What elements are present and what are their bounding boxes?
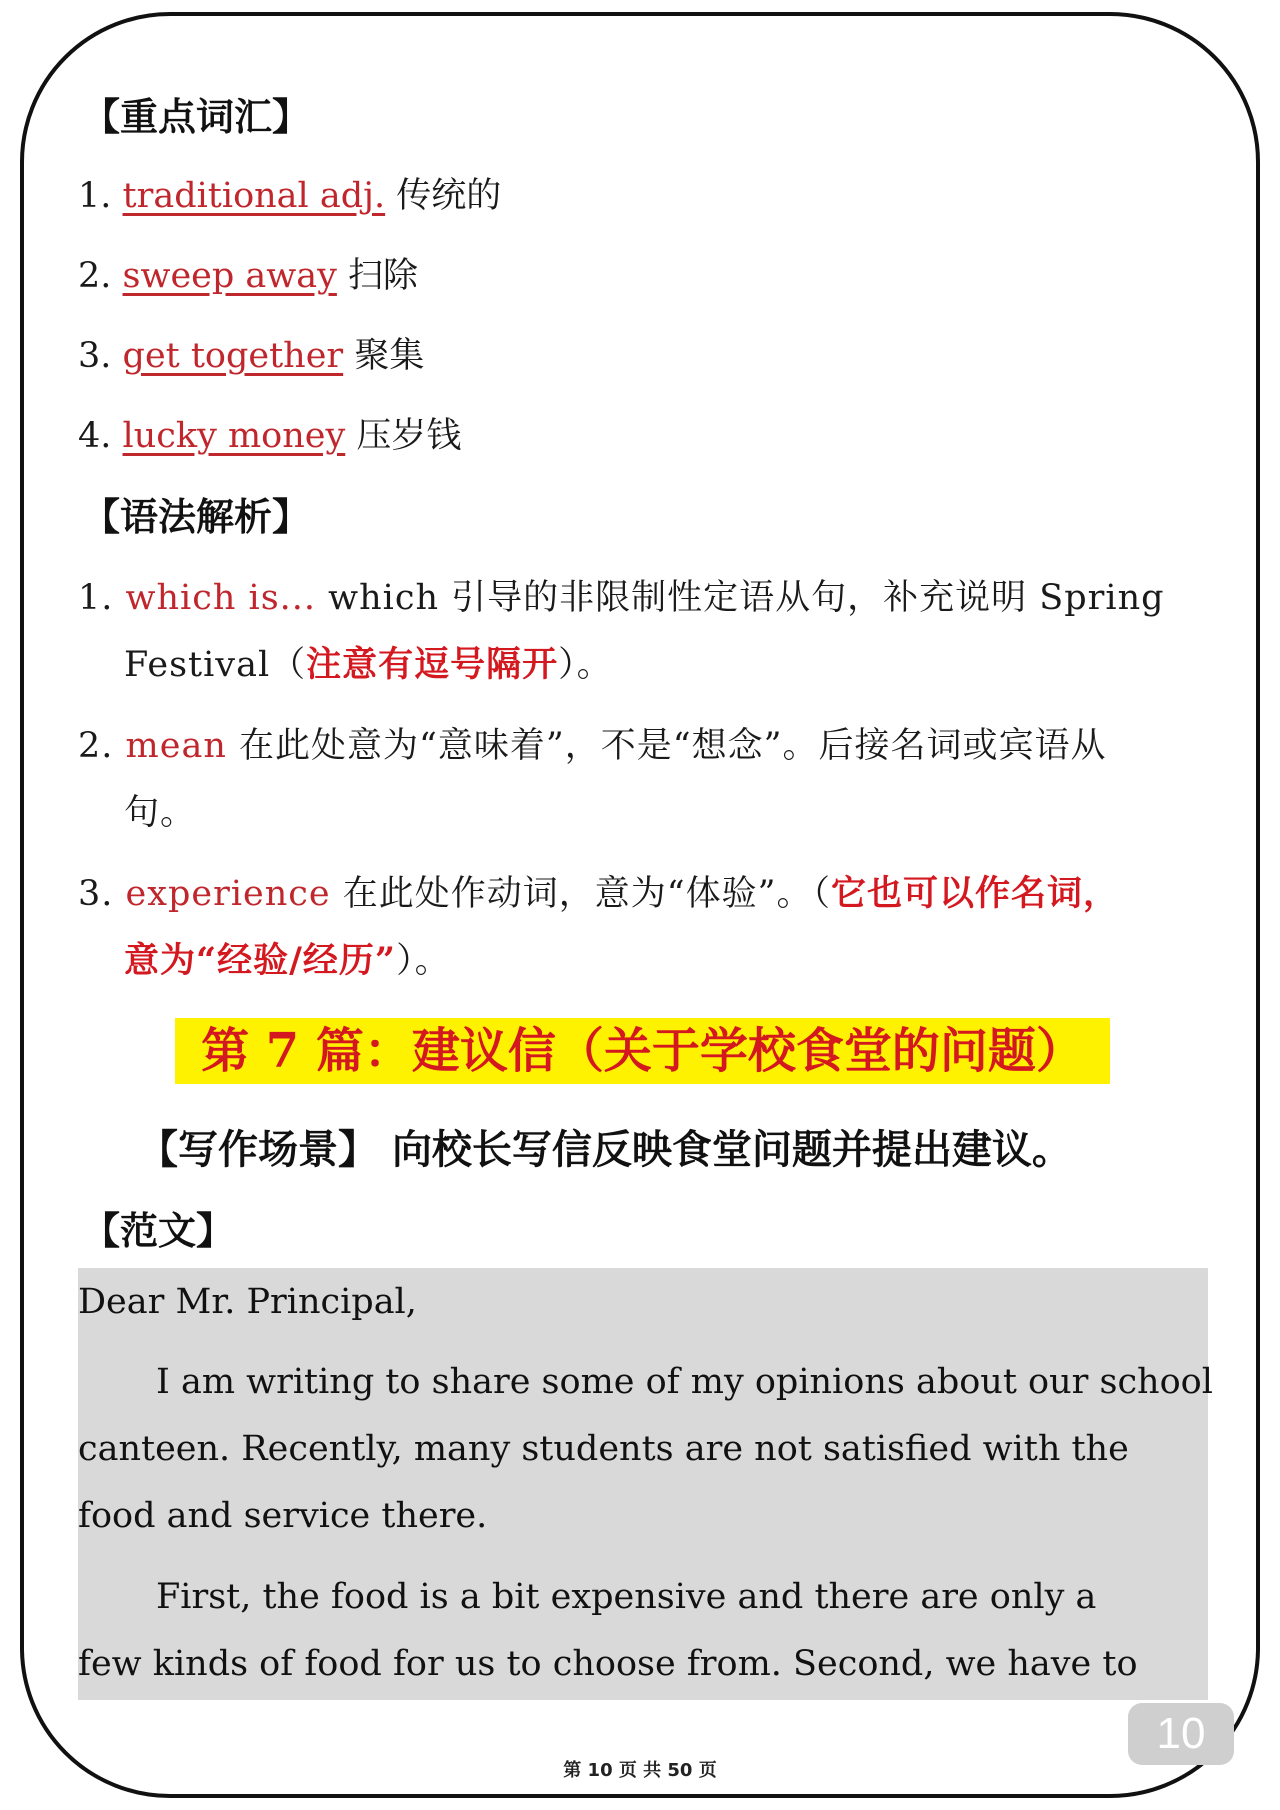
grammar-item-line — [124, 785, 196, 835]
vocab-term: sweep away — [122, 256, 337, 296]
grammar-item-line — [124, 637, 613, 687]
vocab-heading: 【重点词汇】 — [82, 94, 311, 139]
essay-line: I am writing to share some of my opinions about our school — [156, 1362, 1213, 1402]
vocab-meaning: 聚集 — [354, 336, 425, 376]
essay-box — [78, 1268, 1208, 1700]
essay-line: canteen. Recently, many students are not satisfied with the — [78, 1429, 1129, 1469]
vocab-num: 1. — [78, 176, 112, 216]
grammar-text: 句。 — [124, 793, 197, 833]
vocab-num: 2. — [78, 256, 112, 296]
grammar-item-line — [78, 718, 1107, 768]
grammar-item-line — [124, 933, 451, 983]
vocab-meaning: 压岁钱 — [356, 416, 462, 456]
vocab-item — [78, 328, 424, 378]
vocab-term: get together — [122, 336, 344, 376]
grammar-note: 意为“经验/经历” — [124, 940, 397, 981]
article-title: 第 7 篇：建议信（关于学校食堂的问题） — [175, 1018, 1110, 1084]
vocab-num: 4. — [78, 416, 112, 456]
grammar-text: ）。 — [396, 941, 451, 981]
grammar-item-line — [78, 570, 1165, 620]
essay-salutation: Dear Mr. Principal, — [78, 1282, 417, 1322]
essay-line: First, the food is a bit expensive and there are only a — [156, 1577, 1097, 1617]
grammar-text: ）。 — [558, 645, 613, 685]
grammar-text: 在此处作动词，意为“体验”。（ — [330, 874, 832, 914]
grammar-num: 1. — [78, 578, 114, 618]
vocab-item — [78, 168, 501, 218]
grammar-text: Festival（ — [124, 645, 307, 685]
grammar-num: 2. — [78, 726, 114, 766]
sample-heading: 【范文】 — [82, 1208, 235, 1253]
vocab-term: traditional adj. — [122, 176, 386, 216]
grammar-note: 它也可以作名词， — [831, 873, 1120, 914]
page-footer: 第 10 页 共 50 页 — [563, 1760, 717, 1781]
essay-line: food and service there. — [78, 1496, 488, 1536]
grammar-heading: 【语法解析】 — [82, 494, 311, 539]
vocab-term: lucky money — [122, 416, 346, 456]
scene-label: 【写作场景】 — [138, 1126, 378, 1173]
vocab-meaning: 传统的 — [396, 176, 502, 216]
writing-scene — [138, 1118, 1072, 1175]
grammar-item-line — [78, 866, 1119, 916]
vocab-num: 3. — [78, 336, 112, 376]
essay-line: few kinds of food for us to choose from. Second, we have to — [78, 1644, 1138, 1684]
vocab-meaning: 扫除 — [348, 256, 419, 296]
vocab-item — [78, 408, 461, 458]
grammar-key: experience — [125, 874, 331, 914]
scene-text: 向校长写信反映食堂问题并提出建议。 — [391, 1126, 1072, 1173]
grammar-note: 注意有逗号隔开 — [306, 644, 559, 685]
vocab-item — [78, 248, 418, 298]
grammar-key: mean — [125, 726, 227, 766]
grammar-text: which 引导的非限制性定语从句，补充说明 Spring — [316, 578, 1165, 618]
grammar-num: 3. — [78, 874, 114, 914]
grammar-key: which is... — [125, 578, 317, 618]
grammar-text: 在此处意为“意味着”，不是“想念”。后接名词或宾语从 — [226, 726, 1107, 766]
page-number-badge: 10 — [1128, 1703, 1234, 1765]
